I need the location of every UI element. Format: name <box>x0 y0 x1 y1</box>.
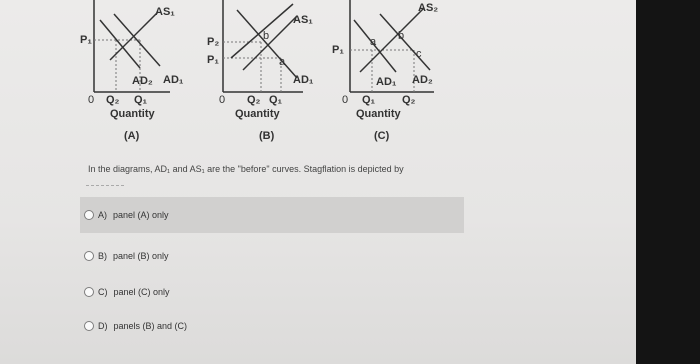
point-b: b <box>398 30 405 42</box>
option-b[interactable] <box>80 246 169 266</box>
as-curve-2 <box>231 4 293 58</box>
option-text: panel (C) only <box>113 287 170 297</box>
ad2-curve <box>100 20 140 68</box>
point-b: b <box>263 30 270 42</box>
price-label: P₁ <box>332 44 344 56</box>
window-edge-bar <box>636 0 700 364</box>
price-label-p1: P₁ <box>207 54 219 66</box>
radio-button[interactable] <box>84 321 94 331</box>
ad-right-label: AD₁ <box>163 74 184 86</box>
option-d[interactable] <box>80 316 187 336</box>
ad-left-label: AD₁ <box>376 76 397 88</box>
x-tick-q1: Q₁ <box>134 94 148 106</box>
x-tick-q1: Q₁ <box>362 94 376 106</box>
x-tick-q2: Q₂ <box>247 94 261 106</box>
radio-button[interactable] <box>84 210 94 220</box>
ad-label: AD₁ <box>293 74 314 86</box>
radio-button[interactable] <box>84 287 94 297</box>
panel-c-diagram <box>330 0 480 150</box>
option-letter: A) <box>98 210 107 220</box>
point-a: a <box>370 36 377 48</box>
panel-label: (B) <box>259 130 275 142</box>
option-letter: B) <box>98 251 107 261</box>
point-c: c <box>416 48 422 60</box>
option-a[interactable] <box>80 197 464 233</box>
point-a: a <box>279 56 286 68</box>
option-text: panel (A) only <box>113 210 169 220</box>
option-text: panel (B) only <box>113 251 169 261</box>
price-label-p2: P₂ <box>207 36 220 48</box>
option-letter: C) <box>98 287 108 297</box>
option-c[interactable] <box>80 282 170 302</box>
question-prompt: In the diagrams, AD₁ and AS₁ are the "before" curves. Stagflation is depicted by <box>88 164 404 174</box>
axis-label-quantity: Quantity <box>110 108 155 120</box>
axis-label-quantity: Quantity <box>356 108 401 120</box>
ad-left-label: AD₂ <box>132 75 153 87</box>
origin-label: 0 <box>219 94 226 106</box>
as-label: AS₁ <box>293 14 313 26</box>
panel-label: (C) <box>374 130 390 142</box>
origin-label: 0 <box>342 94 349 106</box>
x-tick-q1: Q₁ <box>269 94 283 106</box>
origin-label: 0 <box>88 94 95 106</box>
radio-button[interactable] <box>84 251 94 261</box>
as-label: AS₂ <box>418 2 439 14</box>
as-label: AS₁ <box>155 6 175 18</box>
option-text: panels (B) and (C) <box>113 321 188 331</box>
x-tick-q2: Q₂ <box>106 94 120 106</box>
ad1-curve <box>114 14 160 66</box>
x-tick-q2: Q₂ <box>402 94 416 106</box>
axis-label-quantity: Quantity <box>235 108 280 120</box>
panel-c-graph <box>330 0 480 150</box>
answer-blank <box>86 185 124 186</box>
ad-right-label: AD₂ <box>412 74 433 86</box>
option-letter: D) <box>98 321 108 331</box>
price-label: P₁ <box>80 34 92 46</box>
panel-label: (A) <box>124 130 140 142</box>
